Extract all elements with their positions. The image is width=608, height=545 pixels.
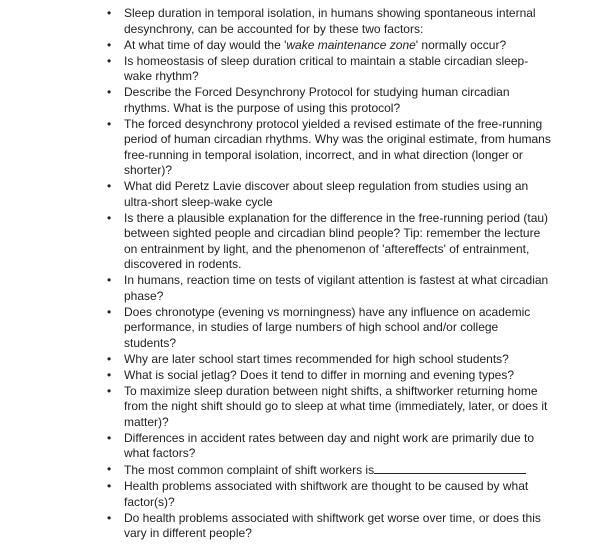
- list-item: [0, 117, 608, 179]
- list-item: [0, 305, 608, 352]
- question-text: Is homeostasis of sleep duration critical to maintain a stable circadian sleep-wake rhythm?: [124, 53, 529, 83]
- question-text-emphasis: wake maintenance zone: [286, 37, 416, 52]
- bullet-icon: •: [107, 479, 112, 493]
- bullet-icon: •: [107, 273, 112, 287]
- question-text: What is social jetlag? Does it tend to differ in morning and evening types?: [124, 367, 514, 382]
- question-text: The most common complaint of shift workers is: [124, 463, 375, 477]
- bullet-icon: •: [107, 37, 112, 52]
- bullet-icon: •: [107, 116, 112, 131]
- list-item: [0, 431, 608, 462]
- bullet-icon: •: [107, 351, 112, 366]
- list-item: [0, 273, 608, 304]
- bullet-icon: •: [107, 383, 112, 398]
- question-list: [0, 6, 608, 542]
- question-text-post: ' normally occur?: [415, 37, 507, 52]
- list-item: [0, 352, 608, 368]
- question-text: Differences in accident rates between day and night work are primarily due to what factors?: [124, 430, 534, 460]
- question-text: Sleep duration in temporal isolation, in humans showing spontaneous internal desynchrony, can be accounted for by these two factors:: [124, 6, 536, 36]
- bullet-icon: •: [107, 53, 112, 68]
- question-text: The forced desynchrony protocol yielded a revised estimate of the free-running period of human circadian rhythms. Why was the original estimate, from humans free-running in temporal isolation, incorrect, and in what direction (longer or shorter)?: [124, 116, 551, 177]
- bullet-icon: •: [107, 210, 112, 225]
- list-item: [0, 368, 608, 384]
- bullet-icon: •: [107, 85, 112, 99]
- list-item: [0, 384, 608, 431]
- list-item: [0, 179, 608, 210]
- question-text: In humans, reaction time on tests of vigilant attention is fastest at what circadian phase?: [124, 273, 549, 303]
- bullet-icon: •: [107, 367, 112, 382]
- list-item: [0, 6, 608, 37]
- list-item: [0, 85, 608, 116]
- question-text: What did Peretz Lavie discover about sleep regulation from studies using an ultra-short sleep-wake cycle: [124, 179, 529, 209]
- list-item: [0, 479, 608, 510]
- question-text: To maximize sleep duration between night shifts, a shiftworker returning home from the night shift should go to sleep at what time (immediately, later, or does it matter)?: [124, 383, 548, 429]
- bullet-icon: •: [107, 179, 112, 193]
- question-text: Does chronotype (evening vs morningness) have any influence on academic performance, in studies of large numbers of high school and/or college students?: [124, 304, 531, 350]
- bullet-icon: •: [107, 430, 112, 445]
- bullet-icon: •: [107, 510, 112, 525]
- question-text: Why are later school start times recommended for high school students?: [124, 351, 509, 366]
- bullet-icon: •: [107, 304, 112, 319]
- answer-blank-line: [374, 462, 526, 474]
- question-text: Do health problems associated with shiftwork get worse over time, or does this vary in different people?: [124, 510, 541, 540]
- bullet-icon: •: [107, 6, 112, 20]
- list-item: [0, 462, 608, 479]
- question-text: Health problems associated with shiftwork are thought to be caused by what factor(s)?: [124, 479, 529, 509]
- list-item: [0, 54, 608, 85]
- question-text: Is there a plausible explanation for the difference in the free-running period (tau) between sighted people and circadian blind people? Tip: remember the lecture on entrainment by light, and the phenomenon of 'aftereffects' of entrainment, discovered in rodents.: [124, 210, 549, 271]
- list-item: [0, 511, 608, 542]
- question-text-pre: At what time of day would the ': [124, 37, 287, 52]
- list-item: [0, 38, 608, 54]
- question-text: Describe the Forced Desynchrony Protocol for studying human circadian rhythms. What is the purpose of using this protocol?: [124, 85, 510, 115]
- list-item: [0, 211, 608, 273]
- bullet-icon: •: [107, 462, 112, 476]
